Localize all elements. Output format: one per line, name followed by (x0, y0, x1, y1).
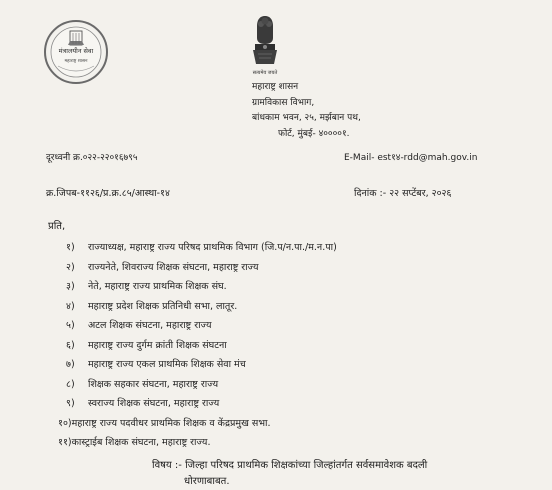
subject-line-2: धोरणाबाबत. (184, 476, 230, 487)
list-item (58, 433, 337, 453)
seal-subtext: महाराष्ट्र शासन (64, 59, 88, 64)
item-text: महाराष्ट्र प्रदेश शिक्षक प्रतिनिधी सभा, लातूर. (88, 300, 238, 312)
item-number: १०) (58, 417, 72, 429)
list-item (66, 394, 337, 414)
address-line-1: महाराष्ट्र शासन (252, 82, 299, 92)
list-item (66, 277, 337, 297)
letter-date: दिनांक :- २२ सप्टेंबर, २०२६ (354, 188, 452, 199)
list-item (66, 238, 337, 258)
list-item (66, 316, 337, 336)
item-text: महाराष्ट्र राज्य एकल प्राथमिक शिक्षक सेवा मंच (88, 359, 246, 370)
item-number: ४) (66, 300, 75, 312)
address-line-2: ग्रामविकास विभाग, (252, 97, 315, 108)
subject-line-1: जिल्हा परिषद प्राथमिक शिक्षकांच्या जिल्हांतर्गत सर्वसमावेशक बदली (185, 460, 428, 471)
item-number: १) (66, 242, 75, 253)
item-text: राज्यनेते, शिवराज्य शिक्षक संघटना, महाराष्ट्र राज्य (88, 261, 259, 273)
recipient-list (58, 238, 337, 453)
list-item (66, 336, 337, 356)
department-seal (44, 20, 108, 84)
phone-number: दूरध्वनी क्र.०२२-२२०१६७९५ (46, 153, 138, 163)
email-address[interactable]: E-Mail- est१४-rdd@mah.gov.in (344, 153, 478, 163)
national-emblem-icon (248, 12, 282, 70)
item-number: ११) (58, 437, 72, 448)
list-item (66, 355, 337, 375)
subject-block (152, 458, 427, 490)
list-item (66, 297, 337, 317)
item-number: २) (66, 261, 75, 273)
salutation: प्रति, (48, 221, 66, 232)
item-number: ५) (66, 320, 75, 331)
address-line-4: फोर्ट, मुंबई- ४००००१. (278, 128, 350, 139)
list-item (66, 258, 337, 278)
item-number: ६) (66, 339, 75, 351)
list-item (58, 414, 337, 434)
item-text: शिक्षक सहकार संघटना, महाराष्ट्र राज्य (88, 378, 219, 390)
address-line-3: बांधकाम भवन, २५, मर्झबान पथ, (252, 113, 361, 123)
reference-number: क्र.जिपब-११२६/प्र.क्र.८५/आस्था-१४ (46, 188, 170, 199)
seal-text: मंत्रालयीन सेवा (58, 47, 94, 55)
item-text: राज्याध्यक्ष, महाराष्ट्र राज्य परिषद प्राथमिक विभाग (जि.प/न.पा./म.न.पा) (88, 242, 337, 253)
subject-label: विषय :- (152, 460, 182, 471)
office-address (252, 80, 361, 142)
item-number: ३) (66, 281, 75, 292)
item-text: नेते, महाराष्ट्र राज्य प्राथमिक शिक्षक संघ. (88, 281, 227, 292)
item-text: अटल शिक्षक संघटना, महाराष्ट्र राज्य (88, 320, 212, 331)
item-text: महाराष्ट्र राज्य दुर्गम क्रांती शिक्षक संघटना (88, 339, 227, 351)
item-text: स्वराज्य शिक्षक संघटना, महाराष्ट्र राज्य (88, 398, 220, 409)
emblem-caption: सत्यमेव जयते (252, 70, 278, 76)
item-number: ७) (66, 359, 75, 370)
item-text: महाराष्ट्र राज्य पदवीधर प्राथमिक शिक्षक व केंद्रप्रमुख सभा. (71, 417, 271, 429)
list-item (66, 375, 337, 395)
item-number: ८) (66, 378, 75, 390)
item-text: कास्ट्राईब शिक्षक संघटना, महाराष्ट्र राज्य. (71, 437, 211, 448)
item-number: ९) (66, 398, 75, 409)
